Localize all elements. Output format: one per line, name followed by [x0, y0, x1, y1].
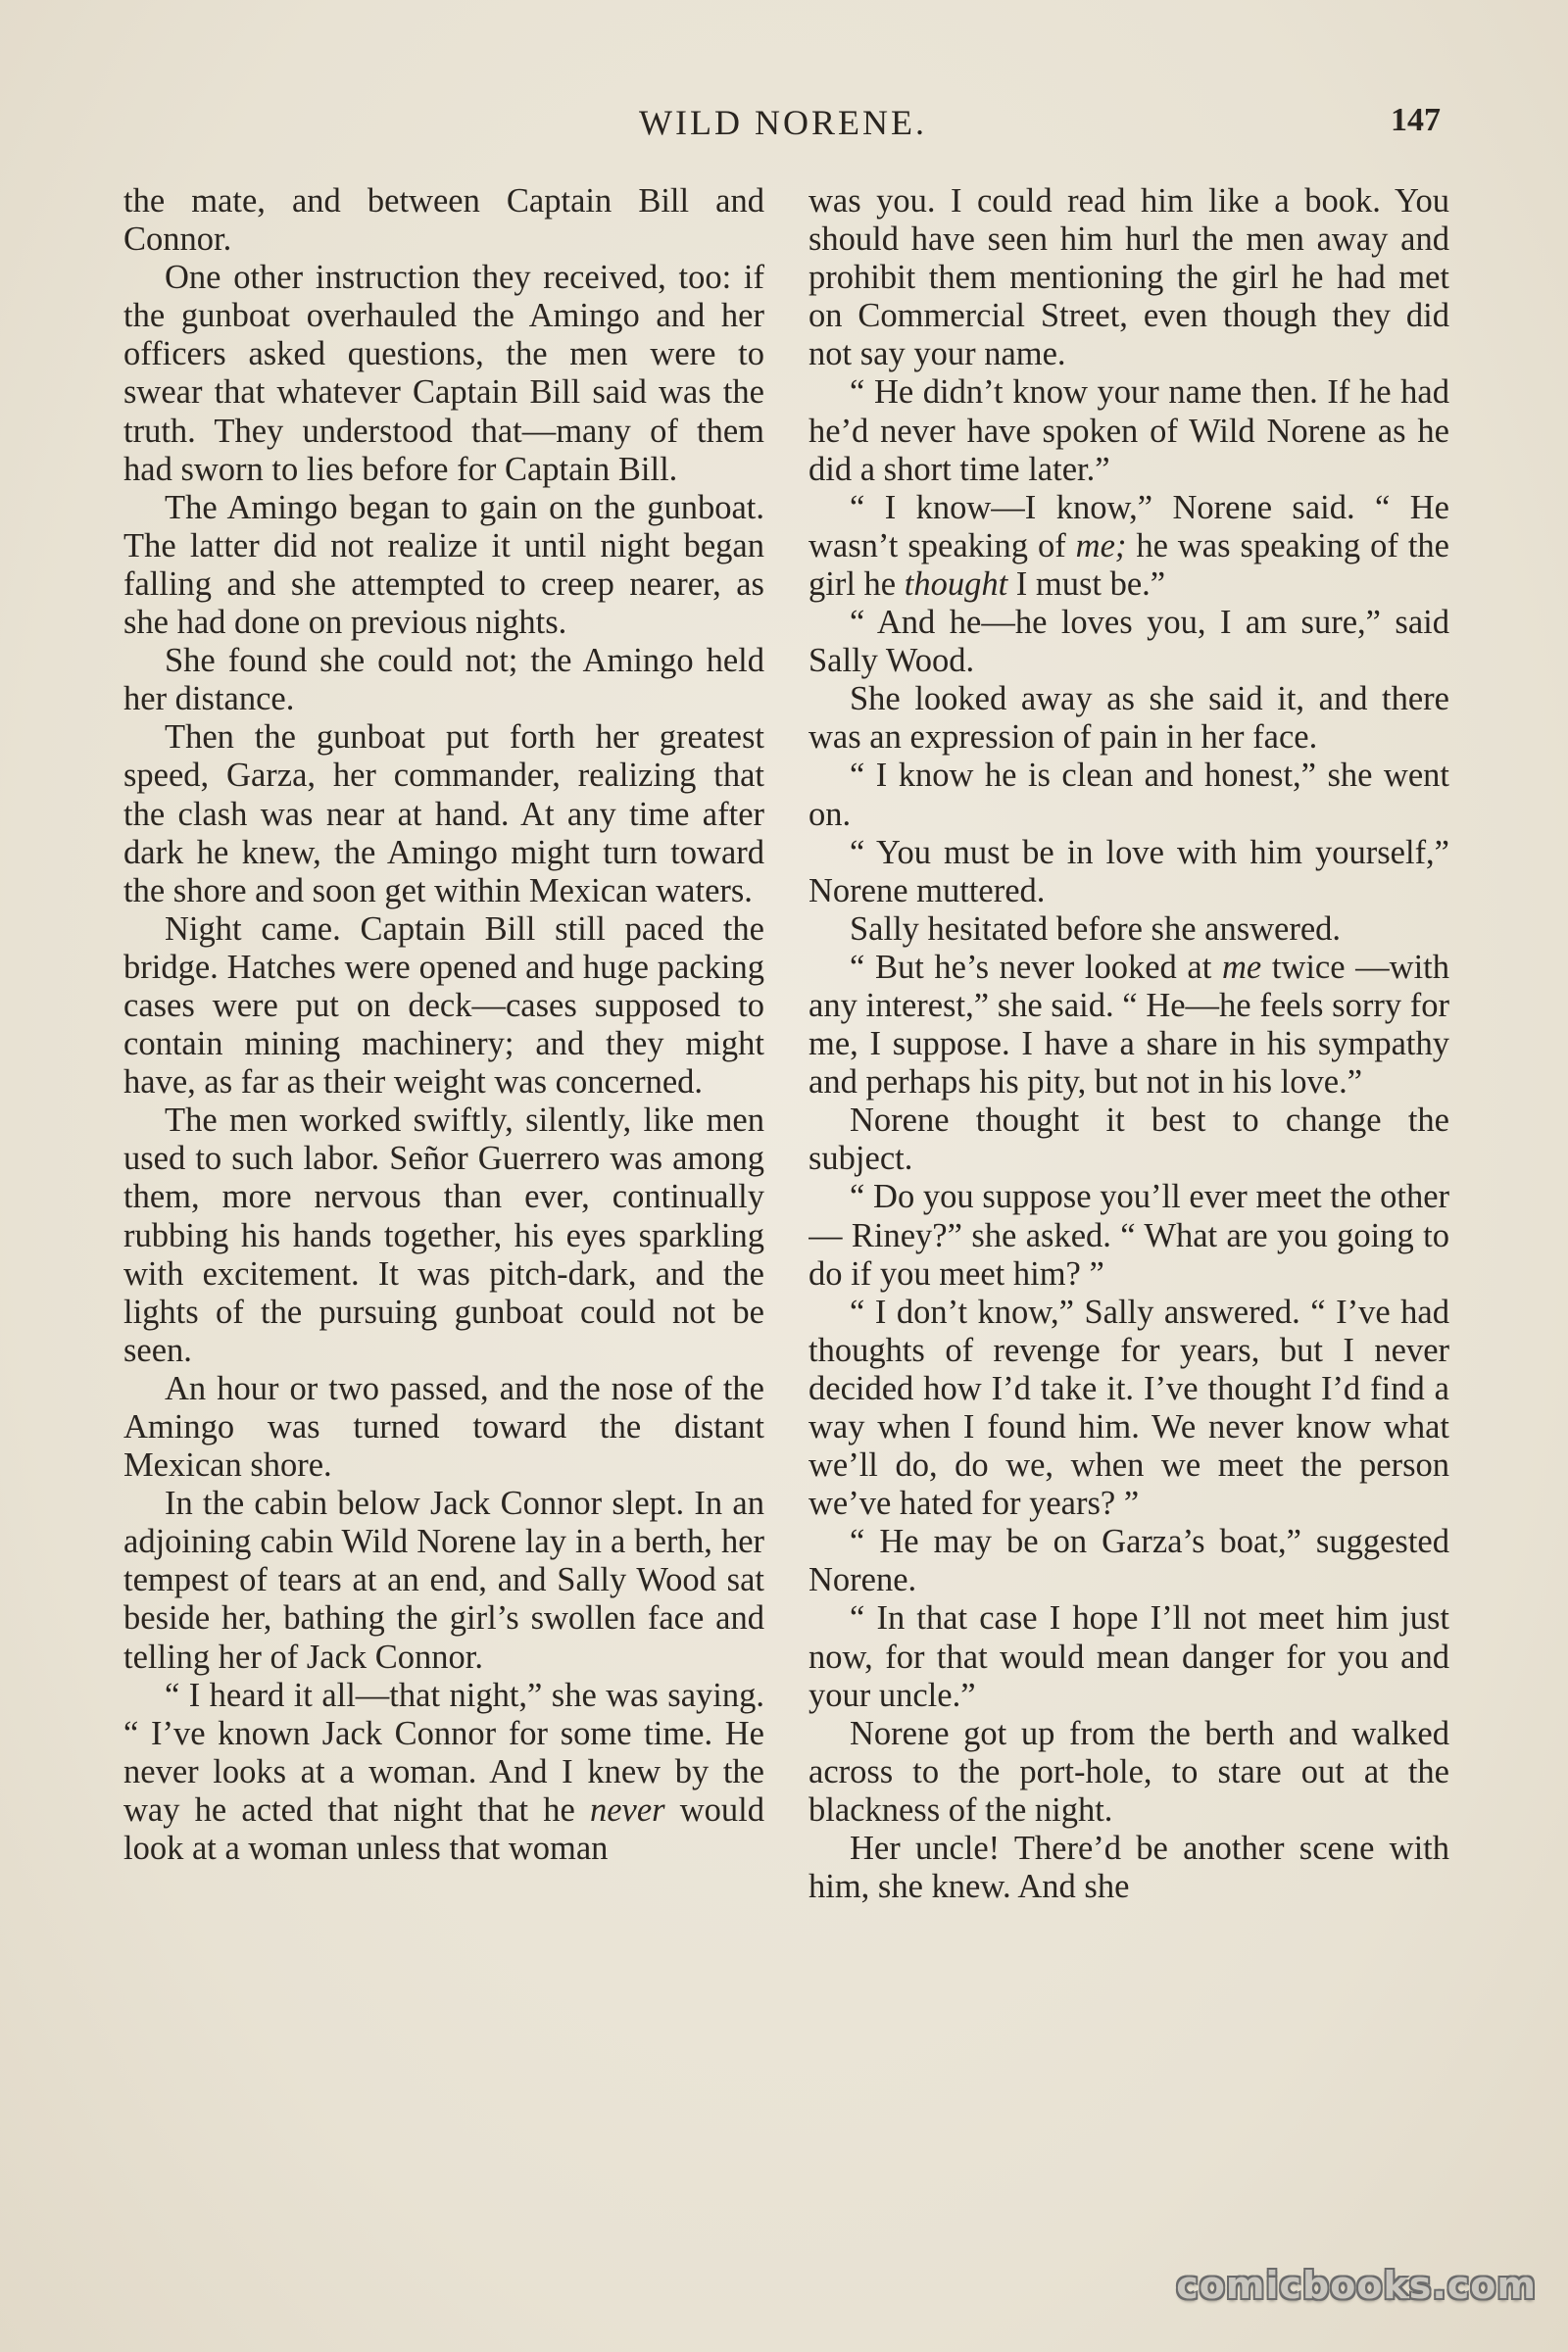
italic-text: never — [589, 1790, 665, 1829]
text-run: She found she could not; the Amingo held her distance. — [123, 642, 764, 718]
paragraph — [808, 834, 1449, 910]
text-run: would look at a woman unless that woman — [123, 1790, 764, 1868]
paragraph — [123, 910, 764, 1102]
text-run: “ I don’t know,” Sally answered. “ I’ve had thoughts of revenge for years, but I never decided how I’d take it. I’ve thought I’d find a way when I found him. We never know what we’ll do, do we, when we meet the person we’ve hated for years? ” — [808, 1293, 1449, 1523]
paragraph — [808, 949, 1449, 1102]
text-run: “ He may be on Garza’s boat,” suggested Norene. — [808, 1523, 1449, 1599]
paragraph — [123, 1102, 764, 1370]
text-run: One other instruction they received, too: if the gunboat overhauled the Amingo and her officers asked questions, the men were to swear that whatever Captain Bill said was the truth. They understood that—many of them had sworn to lies before for Captain Bill. — [123, 259, 764, 488]
paragraph — [808, 604, 1449, 680]
text-run: the mate, and between Captain Bill and Connor. — [123, 182, 764, 259]
text-run: “ And he—he loves you, I am sure,” said Sally Wood. — [808, 604, 1449, 680]
text-run: “ He didn’t know your name then. If he had he’d never have spoken of Wild Norene as he did a short time later.” — [808, 373, 1449, 488]
text-run: The Amingo began to gain on the gunboat. The latter did not realize it until night began falling and she attempted to creep nearer, as she had done on previous nights. — [123, 488, 764, 642]
page-header — [125, 102, 1441, 161]
text-run: he was speaking of the girl he — [808, 526, 1449, 603]
running-title: WILD NORENE. — [639, 103, 927, 142]
page-number: 147 — [1391, 102, 1441, 138]
italic-text: me; — [1075, 526, 1127, 564]
paragraph — [808, 680, 1449, 757]
paragraph — [808, 373, 1449, 488]
paragraph — [123, 1677, 764, 1868]
text-run: “ But he’s never looked at — [850, 948, 1222, 986]
paragraph — [808, 910, 1449, 949]
text-run: Sally hesitated before she answered. — [850, 909, 1342, 948]
text-run: “ I know—I know,” Norene said. “ He wasn’t speaking of — [808, 488, 1449, 564]
paragraph — [808, 1715, 1449, 1830]
paragraph — [123, 642, 764, 718]
watermark-logo: comicbooks.com — [1176, 2264, 1537, 2307]
text-run: “ You must be in love with him yourself,” Norene muttered. — [808, 833, 1449, 909]
right-column — [808, 182, 1449, 2221]
text-run: Night came. Captain Bill still paced the bridge. Hatches were opened and huge packing cases were put on deck—cases supposed to contain mining machinery; and they might have, as far as their weight was concerned. — [123, 909, 764, 1102]
text-run: “ I heard it all—that night,” she was saying. “ I’ve known Jack Connor for some time. He never looks at a woman. And I knew by the way he acted that night that he — [123, 1676, 764, 1829]
paragraph — [808, 1178, 1449, 1293]
paragraph — [808, 1523, 1449, 1599]
paragraph — [123, 1370, 764, 1485]
paragraph — [123, 718, 764, 909]
paragraph — [123, 259, 764, 489]
text-run: Her uncle! There’d be another scene with him, she knew. And she — [808, 1830, 1449, 1906]
text-run: was you. I could read him like a book. You should have seen him hurl the men away and prohibit them mentioning the girl he had met on Commercial Street, even though they did not say your name. — [808, 182, 1449, 373]
paragraph — [808, 757, 1449, 833]
paragraph — [123, 489, 764, 642]
paragraph — [808, 1830, 1449, 1906]
text-run: “ Do you suppose you’ll ever meet the other — Riney?” she asked. “ What are you going to do if you meet him? ” — [808, 1178, 1449, 1293]
text-run: “ I know he is clean and honest,” she went on. — [808, 757, 1449, 833]
text-run: twice —with any interest,” she said. “ He—he feels sorry for me, I suppose. I have a share in his sympathy and perhaps his pity, but not in his love.” — [808, 948, 1449, 1102]
text-run: Then the gunboat put forth her greatest speed, Garza, her commander, realizing that the clash was near at hand. At any time after dark he knew, the Amingo might turn toward the shore and soon get within Mexican waters. — [123, 718, 764, 909]
paragraph — [808, 489, 1449, 604]
text-run: Norene got up from the berth and walked across to the port-hole, to stare out at the blackness of the night. — [808, 1714, 1449, 1829]
paragraph — [808, 182, 1449, 373]
paragraph — [808, 1102, 1449, 1178]
text-run: “ In that case I hope I’ll not meet him just now, for that would mean danger for you and your uncle.” — [808, 1599, 1449, 1714]
italic-text: me — [1221, 948, 1262, 986]
text-run: The men worked swiftly, silently, like men used to such labor. Señor Guerrero was among them, more nervous than ever, continually rubbing his hands together, his eyes sparkling with excitement. It was pitch-dark, and the lights of the pursuing gunboat could not be seen. — [123, 1102, 764, 1369]
paragraph — [808, 1294, 1449, 1524]
paragraph — [123, 1485, 764, 1676]
text-run: Norene thought it best to change the subject. — [808, 1102, 1449, 1178]
text-run: She looked away as she said it, and there was an expression of pain in her face. — [808, 680, 1449, 757]
italic-text: thought — [904, 564, 1008, 603]
text-run: I must be.” — [1007, 564, 1166, 603]
paragraph — [123, 182, 764, 259]
text-run: An hour or two passed, and the nose of the Amingo was turned toward the distant Mexican shore. — [123, 1369, 764, 1485]
text-run: In the cabin below Jack Connor slept. In an adjoining cabin Wild Norene lay in a berth, her tempest of tears at an end, and Sally Wood sat beside her, bathing the girl’s swollen face and telling her of Jack Connor. — [123, 1485, 764, 1676]
paragraph — [808, 1599, 1449, 1714]
left-column — [123, 182, 764, 2221]
